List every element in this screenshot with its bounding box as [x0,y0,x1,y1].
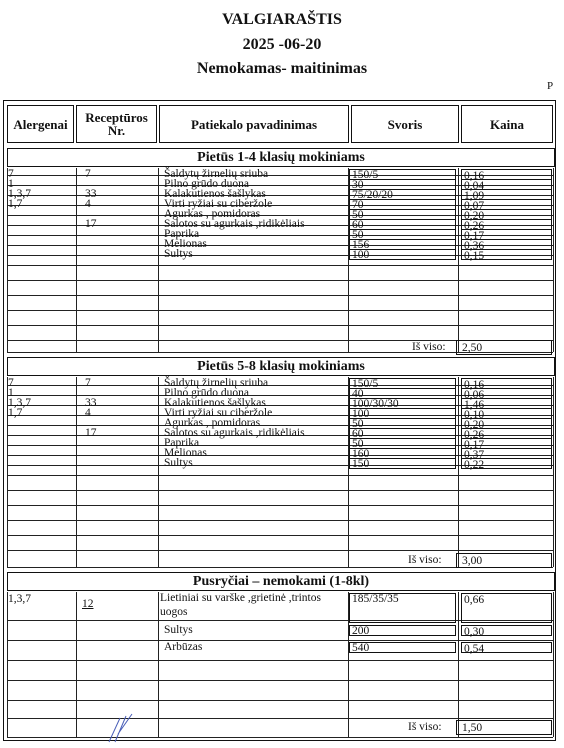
cell-weight: 150 [352,458,370,470]
cell-dish-name: Šaldytų žirnelių sriuba [164,168,269,180]
cell-dish-name: Kalakutienos šašlykas [164,397,266,409]
cell-allergens: 1,3,7 [8,188,31,200]
total-value: 3,00 [462,555,483,567]
cell-weight: 50 [352,438,364,450]
document-title: VALGIARAŠTIS [222,11,342,28]
row-rule [7,325,553,326]
cell-dish-name: Sultys [164,457,193,469]
cell-allergens: 1,7 [8,198,23,210]
cell-price: 0,36 [464,240,485,252]
header-dish-name: Patiekalo pavadinimas [159,105,349,143]
cell-weight: 50 [352,418,364,430]
cell-price: 0,66 [464,594,485,606]
cell-weight: 100 [352,408,370,420]
cell-allergens: 1,3,7 [8,593,31,605]
row-rule [7,310,553,311]
cell-price: 0,07 [464,200,485,212]
signature-mark [106,712,134,744]
row-rule [7,505,553,506]
cell-price: 0,16 [464,379,485,391]
cell-weight: 50 [352,229,364,241]
cell-price: 0,26 [464,220,485,232]
row-rule [7,265,553,266]
column-rule [458,592,459,737]
cell-dish-name: Arbūzas [164,641,203,653]
header-price: Kaina [461,105,553,143]
cell-allergens: 1,3,7 [8,397,31,409]
cell-price: 0,04 [464,180,485,192]
cell-weight: 50 [352,209,364,221]
row-rule [7,640,553,641]
cell-recipe-no: 33 [85,188,97,200]
header-weight: Svoris [351,105,459,143]
row-rule [7,475,553,476]
cell-dish-name: Sultys [164,624,193,636]
cell-price: 1,46 [464,399,485,411]
cell-dish-name: Salotos su agurkais ,ridikėliais [164,427,305,439]
row-rule [7,280,553,281]
cell-allergens: 1 [8,178,14,190]
corner-mark: P [547,80,554,92]
cell-dish-name: Sultys [164,248,193,260]
cell-dish-name: Melionas [164,447,207,459]
cell-weight: 70 [352,199,364,211]
row-rule [7,520,553,521]
column-rule [76,592,77,737]
row-rule [7,718,553,719]
cell-price: 0,20 [464,419,485,431]
total-label: Iš viso: [408,554,442,566]
cell-price: 0,10 [464,409,485,421]
row-rule [7,700,553,701]
cell-dish-name: Pilno grūdo duona [164,387,249,399]
row-rule [7,660,553,661]
row-rule [7,550,553,551]
cell-price: 0,37 [464,449,485,461]
total-label: Iš viso: [408,721,442,733]
cell-weight: 150/5 [352,169,379,181]
cell-weight: 40 [352,388,364,400]
cell-dish-name: Paprika [164,437,200,449]
cell-weight: 75/20/20 [352,189,393,201]
cell-allergens: 7 [8,168,14,180]
cell-weight: 160 [352,448,370,460]
row-rule [7,680,553,681]
cell-weight: 185/35/35 [352,593,399,605]
section-title-breakfast: Pusryčiai – nemokami (1-8kl) [7,572,555,591]
row-rule [7,295,553,296]
cell-price: 0,06 [464,389,485,401]
cell-dish-name: Salotos su agurkais ,ridikėliais [164,218,305,230]
cell-price: 0,54 [464,643,485,655]
cell-weight: 100 [352,249,370,261]
cell-price: 0,30 [464,626,485,638]
cell-weight: 540 [352,642,370,654]
header-recipe-no: Receptūros Nr. [76,105,157,143]
cell-recipe-no: 12 [82,598,94,610]
total-value: 2,50 [462,342,483,354]
cell-price: 1,09 [464,190,485,202]
cell-price: 0,16 [464,170,485,182]
cell-weight: 30 [352,179,364,191]
cell-recipe-no: 7 [85,168,91,180]
menu-subtitle: Nemokamas- maitinimas [196,60,368,77]
cell-recipe-no: 17 [85,427,97,439]
cell-weight: 60 [352,428,364,440]
row-rule [7,490,553,491]
cell-dish-name: Agurkas , pomidoras [164,208,261,220]
cell-weight: 200 [352,625,370,637]
cell-price: 0,17 [464,439,485,451]
cell-dish-name: Agurkas , pomidoras [164,417,261,429]
cell-weight: 100/30/30 [352,398,399,410]
cell-dish-name: Paprika [164,228,200,240]
total-label: Iš viso: [412,341,446,353]
total-value: 1,50 [462,722,483,734]
cell-recipe-no: 7 [85,377,91,389]
cell-dish-name: Lietiniai su varške ,grietinė ,trintos [160,592,321,604]
row-rule [7,535,553,536]
cell-weight: 60 [352,219,364,231]
column-rule [553,592,554,737]
cell-price: 0,26 [464,429,485,441]
cell-price: 0,20 [464,210,485,222]
cell-dish-name: Pilno grūdo duona [164,178,249,190]
cell-recipe-no: 4 [85,407,91,419]
cell-recipe-no: 4 [85,198,91,210]
column-rule [553,168,554,352]
cell-allergens: 7 [8,377,14,389]
cell-allergens: 1,7 [8,407,23,419]
cell-weight: 156 [352,239,370,251]
cell-dish-name: Virti ryžiai su ciberžole [164,407,273,419]
column-rule [158,592,159,737]
column-rule [553,377,554,567]
cell-dish-name: uogos [160,606,188,618]
cell-recipe-no: 33 [85,397,97,409]
cell-recipe-no: 17 [85,218,97,230]
cell-dish-name: Kalakutienos šašlykas [164,188,266,200]
cell-allergens: 1 [8,387,14,399]
column-rule [7,592,8,737]
cell-price: 0,15 [464,250,485,262]
menu-date: 2025 -06-20 [242,36,322,53]
cell-weight: 150/5 [352,378,379,390]
cell-price: 0,22 [464,459,485,471]
cell-dish-name: Virti ryžiai su ciberžole [164,198,273,210]
section-title-lunch-1-4: Pietūs 1-4 klasių mokiniams [7,148,555,167]
cell-dish-name: Šaldytų žirnelių sriuba [164,377,269,389]
section-title-lunch-5-8: Pietūs 5-8 klasių mokiniams [7,357,555,376]
row-rule [7,737,553,738]
cell-price: 0,17 [464,230,485,242]
cell-dish-name: Melionas [164,238,207,250]
header-allergens: Alergenai [7,105,74,143]
